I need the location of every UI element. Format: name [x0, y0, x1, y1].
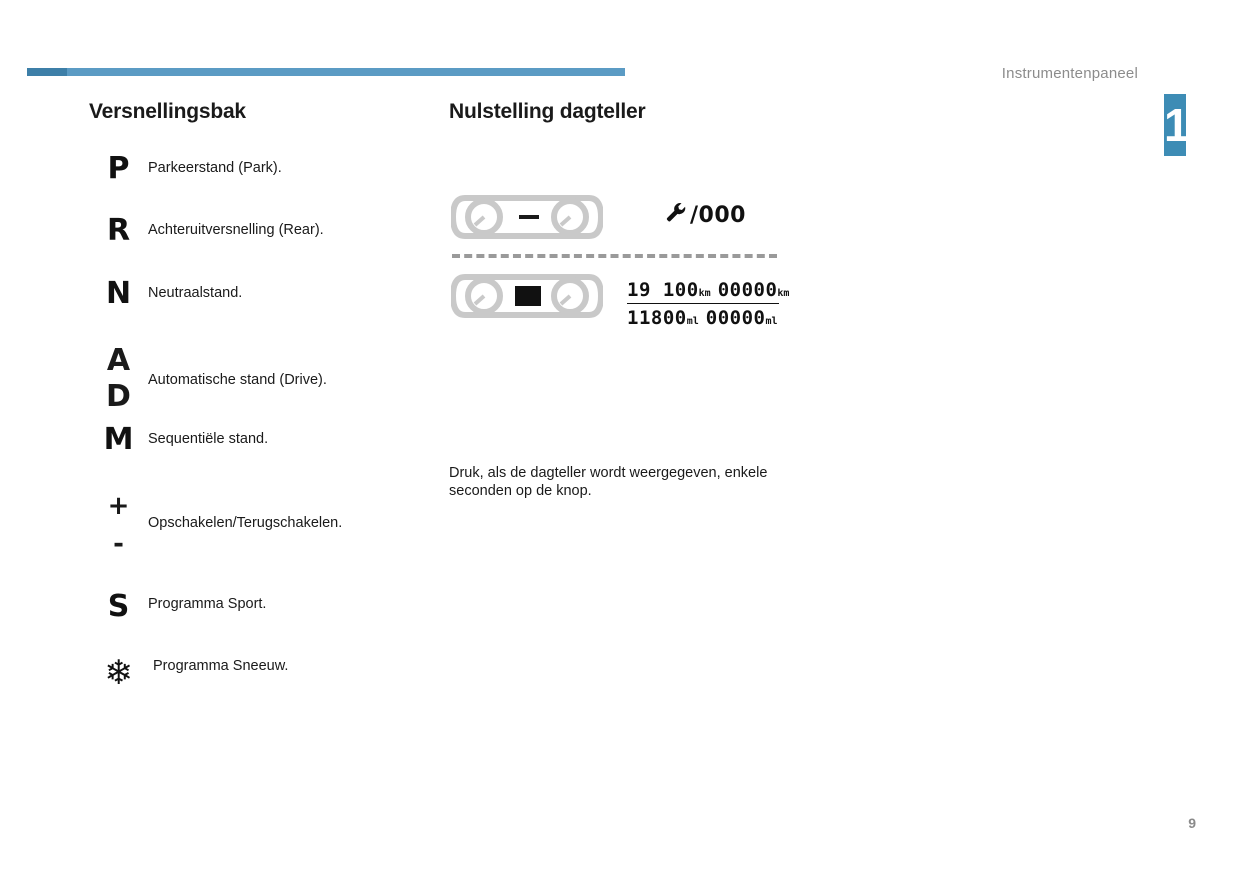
total-value-km: 00000 [717, 279, 778, 301]
list-item [89, 422, 419, 457]
running-head: Instrumentenpaneel [1001, 65, 1138, 82]
instrument-cluster-illustration [449, 194, 790, 499]
gear-symbol-d: D [106, 379, 131, 414]
gear-description-plus-minus: Opschakelen/Terugschakelen. [148, 515, 343, 531]
gear-symbol-plus-minus [89, 487, 148, 563]
odometer-divider [627, 303, 779, 304]
divider-dashed [452, 254, 777, 258]
page-title-gearbox: Versnellingsbak [89, 100, 246, 123]
trip-unit-km: km [698, 288, 711, 299]
gear-symbol-a: A [106, 343, 131, 378]
odometer-readout [627, 279, 796, 329]
gear-description-m: Sequentiële stand. [148, 431, 269, 447]
list-item [89, 589, 419, 624]
snowflake-icon: ❄ [104, 653, 133, 693]
wrench-icon [664, 200, 688, 230]
header-rule [27, 68, 625, 76]
gear-symbol-s: S [107, 589, 130, 624]
total-unit-km: km [777, 288, 790, 299]
gear-symbol-r: R [106, 213, 131, 248]
instrument-cluster-icon-top [451, 194, 603, 240]
list-item [89, 487, 419, 563]
trip-reset-caption: Druk, als de dagteller wordt weergegeven, enkele seconden op de knop. [449, 465, 768, 499]
header-rule-accent [27, 68, 67, 76]
list-item [89, 653, 419, 693]
list-item [89, 151, 419, 186]
gear-description-p: Parkeerstand (Park). [148, 160, 282, 176]
odometer-row-ml [627, 307, 796, 329]
page-title-trip-reset: Nulstelling dagteller [449, 100, 646, 123]
trip-value-ml: 11800 [627, 307, 687, 329]
gear-symbol-plus: + [107, 491, 130, 521]
instrument-cluster-icon-bottom [451, 273, 603, 319]
gear-description-s: Programma Sport. [148, 596, 267, 612]
gear-symbol-p: P [107, 151, 130, 186]
gear-description-n: Neutraalstand. [148, 285, 243, 301]
gear-symbol-n: N [105, 276, 132, 311]
gearbox-section [89, 100, 419, 693]
service-indicator [664, 200, 746, 230]
odometer-row-km [627, 279, 796, 301]
gear-symbol-list [89, 151, 419, 693]
gear-description-snow: Programma Sneeuw. [153, 658, 289, 674]
service-indicator-value: /000 [690, 202, 746, 228]
trip-value-km: 19 100 [627, 279, 699, 301]
trip-reset-section [449, 100, 849, 499]
chapter-number-tab: 1 [1164, 94, 1186, 156]
page-number: 9 [1188, 815, 1196, 831]
gear-description-ad: Automatische stand (Drive). [148, 372, 327, 388]
gear-description-r: Achteruitversnelling (Rear). [148, 222, 324, 238]
total-unit-ml: ml [765, 316, 778, 327]
trip-unit-ml: ml [686, 316, 699, 327]
total-value-ml: 00000 [705, 307, 766, 329]
list-item [89, 213, 419, 248]
gear-symbol-ad [89, 343, 148, 415]
list-item [89, 276, 419, 311]
gear-symbol-m: M [103, 422, 134, 457]
list-item [89, 343, 419, 415]
gear-symbol-minus: - [113, 529, 124, 559]
